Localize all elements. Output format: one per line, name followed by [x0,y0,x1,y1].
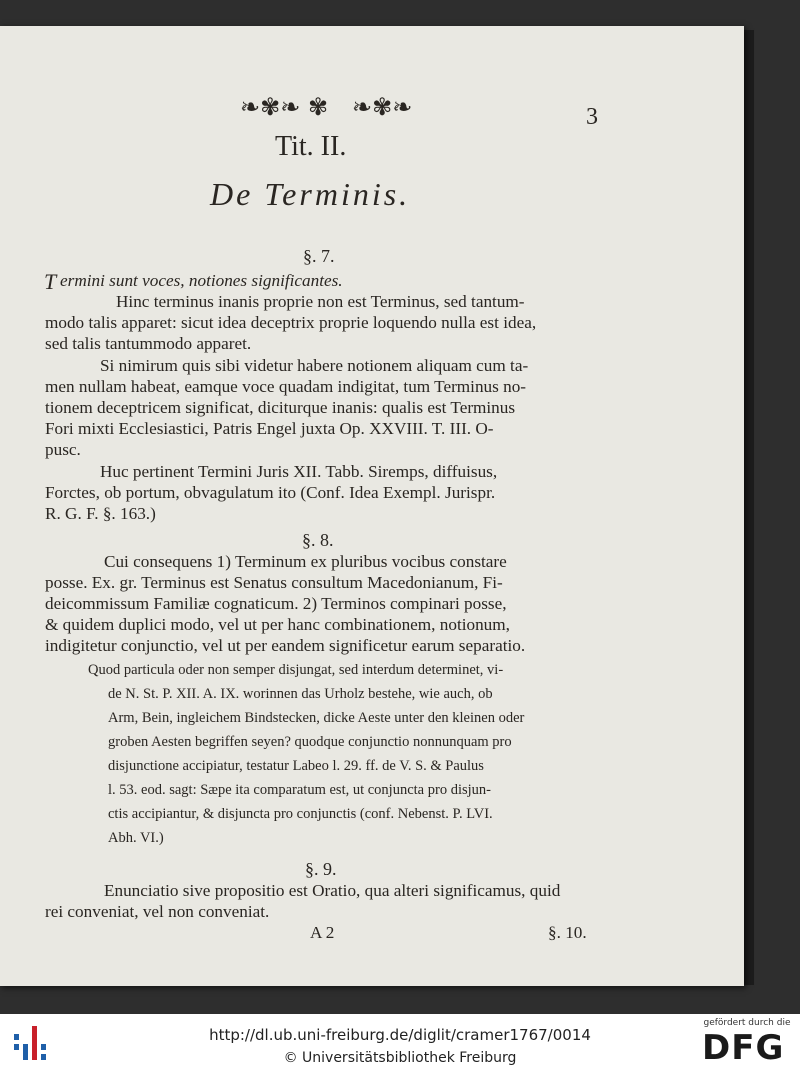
note-line: disjunctione accipiatur, testatur Labeo l. 29. ff. de V. S. & Paulus [108,758,484,774]
dfg-sponsor [700,1018,794,1068]
text-line: modo talis apparet: sicut idea deceptrix proprie loquendo nulla est idea, [45,313,537,332]
page-edge [744,30,754,985]
source-url-link[interactable]: http://dl.ub.uni-freiburg.de/diglit/cramer1767/0014 [209,1026,591,1044]
note-line: Abh. VI.) [108,830,164,846]
initial-letter: T [44,269,57,294]
note-line: Arm, Bein, ingleichem Bindstecken, dicke Aeste unter den kleinen oder [108,710,525,726]
text-line: ermini sunt voces, notiones significantes. [60,271,343,290]
text-line: rei conveniat, vel non conveniat. [45,902,270,921]
ornament-right: ❧✾❧ [352,93,413,121]
dfg-logo: DFG [702,1028,785,1068]
ornament-left: ❧✾❧ [240,93,301,121]
text-line: Fori mixti Ecclesiastici, Patris Engel juxta Op. XXVIII. T. III. O- [45,419,494,438]
text-line: men nullam habeat, eamque voce quadam indigitat, tum Terminus no- [45,377,527,396]
ornament-center: ✾ [308,93,329,121]
page-number: 3 [586,104,598,130]
catchword: §. 10. [548,923,587,942]
text-line: deicommissum Familiæ cognaticum. 2) Terminos compinari posse, [45,594,507,613]
text-line: Si nimirum quis sibi videtur habere notionem aliquam cum ta- [100,356,529,375]
section-heading-9: §. 9. [305,859,337,879]
sponsor-caption: gefördert durch die [703,1018,791,1028]
copyright-text: © Universitätsbibliothek Freiburg [283,1050,517,1066]
text-line: R. G. F. §. 163.) [45,504,156,523]
text-line: Enunciatio sive propositio est Oratio, qua alteri significamus, quid [104,881,561,900]
text-line: & quidem duplici modo, vel ut per hanc combinationem, notionum, [45,615,510,634]
page-subtitle: De Terminis. [210,176,411,212]
note-line: Quod particula oder non semper disjungat, sed interdum determinet, vi- [88,662,504,678]
scanned-page [0,26,744,986]
page-title: Tit. II. [275,131,347,162]
text-line: Cui consequens 1) Terminum ex pluribus vocibus constare [104,552,507,571]
signature-mark: A 2 [310,923,335,942]
text-line: Huc pertinent Termini Juris XII. Tabb. Siremps, diffuisus, [100,462,498,481]
text-line: Hinc terminus inanis proprie non est Terminus, sed tantum- [116,292,525,311]
note-line: groben Aesten begriffen seyen? quodque conjunctio nonnunquam pro [108,734,512,750]
text-line: sed talis tantummodo apparet. [45,334,252,353]
text-line: pusc. [45,440,81,459]
ub-freiburg-logo-icon [10,1022,52,1066]
section-heading-7: §. 7. [303,246,335,266]
text-line: indigitetur conjunctio, vel ut per eandem significetur earum separatio. [45,636,526,655]
note-line: l. 53. eod. sagt: Sæpe ita comparatum est, ut conjuncta pro disjun- [108,782,491,798]
text-line: posse. Ex. gr. Terminus est Senatus consultum Macedonianum, Fi- [45,573,503,592]
text-line: Forctes, ob portum, obvagulatum ito (Conf. Idea Exempl. Jurispr. [45,483,496,502]
note-line: de N. St. P. XII. A. IX. worinnen das Urholz bestehe, wie auch, ob [108,686,493,702]
text-line: tionem deceptricem significat, diciturque inanis: qualis est Terminus [45,398,516,417]
note-line: ctis accipiantur, & disjuncta pro conjunctis (conf. Nebenst. P. LVI. [108,806,493,822]
section-heading-8: §. 8. [302,530,334,550]
footer-bar [0,1014,800,1072]
